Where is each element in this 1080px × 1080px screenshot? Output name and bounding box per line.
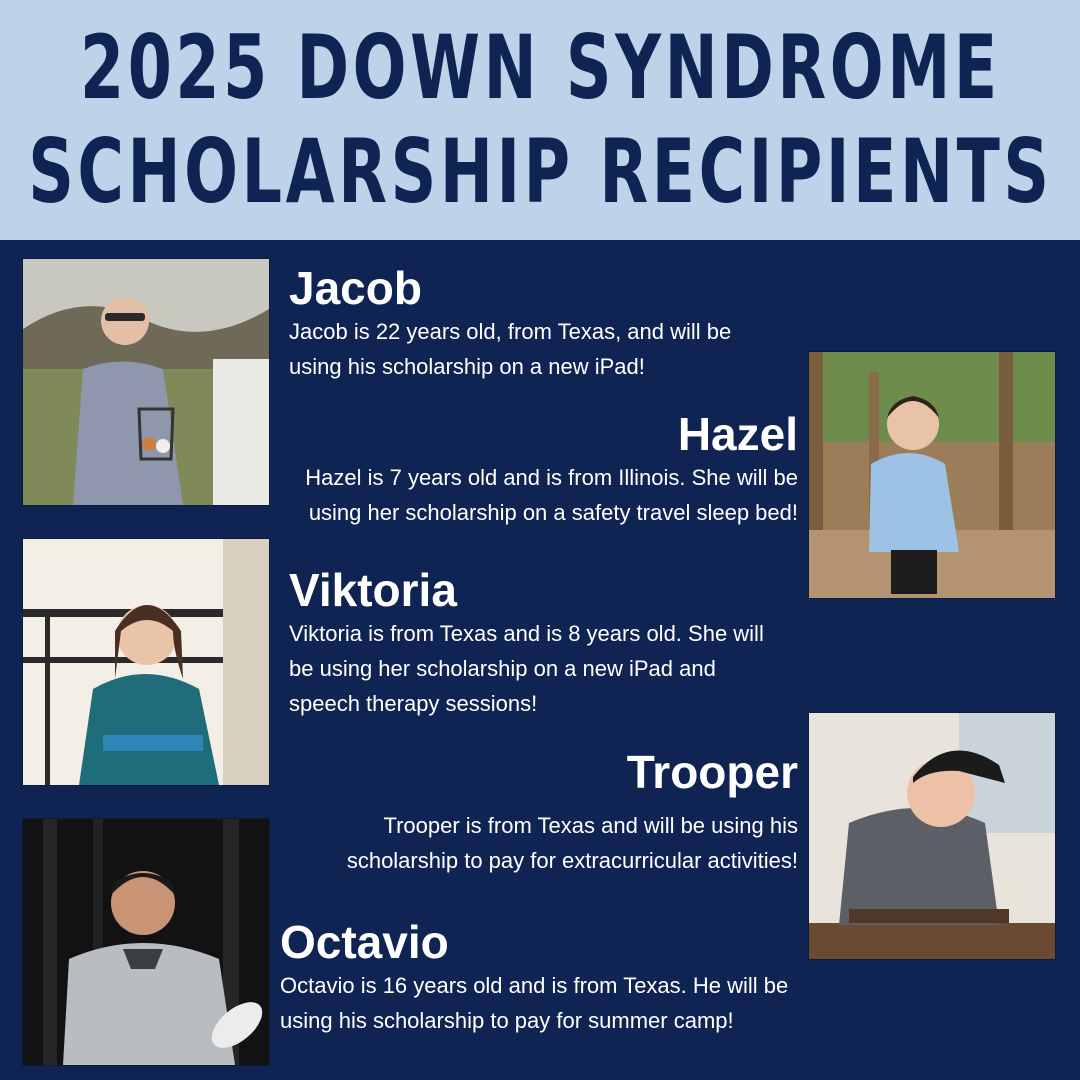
trooper-photo-image [809, 713, 1055, 959]
recipient-name: Octavio [280, 916, 449, 968]
page-title-line-2: SCHOLARSHIP RECIPIENTS [27, 120, 1053, 223]
recipient-description: Octavio is 16 years old and is from Texas. He will be using his scholarship to pay for summer camp! [280, 973, 789, 1033]
recipient-photo-hazel [808, 351, 1056, 599]
recipient-photo-trooper [808, 712, 1056, 960]
recipient-entry-trooper [270, 746, 798, 878]
recipient-description: Hazel is 7 years old and is from Illinois. She will be using her scholarship on a safety travel sleep bed! [305, 465, 798, 525]
jacob-photo-image [23, 259, 269, 505]
header-banner [0, 0, 1080, 240]
recipient-description: Jacob is 22 years old, from Texas, and will be using his scholarship on a new iPad! [289, 319, 732, 379]
octavio-photo-image [23, 819, 269, 1065]
recipient-entry-hazel [270, 408, 798, 530]
recipient-name: Jacob [289, 262, 422, 314]
recipient-photo-viktoria [22, 538, 270, 786]
recipient-description: Trooper is from Texas and will be using his scholarship to pay for extracurricular activities! [346, 813, 798, 873]
recipient-entry-viktoria [289, 564, 809, 721]
recipient-name: Viktoria [289, 564, 457, 616]
recipient-entry-jacob [289, 262, 809, 384]
viktoria-photo-image [23, 539, 269, 785]
recipient-name: Trooper [626, 746, 798, 798]
page-title-line-1: 2025 DOWN SYNDROME [79, 16, 1001, 119]
recipient-photo-octavio [22, 818, 270, 1066]
recipient-description: Viktoria is from Texas and is 8 years old. She will be using her scholarship on a new iPad and speech therapy sessions! [289, 621, 764, 716]
recipients-panel [0, 240, 1080, 1080]
hazel-photo-image [809, 352, 1055, 598]
recipient-photo-jacob [22, 258, 270, 506]
recipient-name: Hazel [677, 408, 798, 460]
recipient-entry-octavio [280, 916, 840, 1038]
